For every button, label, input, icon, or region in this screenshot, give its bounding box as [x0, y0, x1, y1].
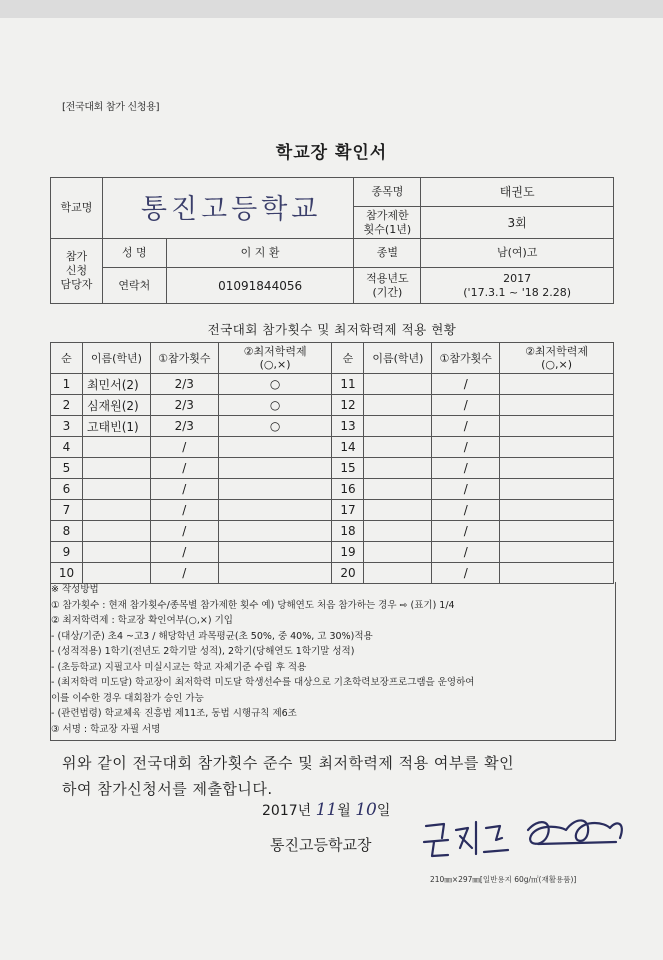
cell-no: 1 [51, 374, 83, 395]
cell-no: 17 [332, 500, 364, 521]
section-title: 전국대회 참가횟수 및 최저학력제 적용 현황 [207, 322, 457, 337]
cell-no: 11 [332, 374, 364, 395]
table-row [51, 395, 614, 416]
table-row [51, 437, 614, 458]
cell-no: 8 [51, 521, 83, 542]
cell-name [364, 521, 432, 542]
cell-name [364, 395, 432, 416]
contact-label-line1: 참가 [65, 250, 88, 263]
gender-value: 남(여)고 [421, 239, 614, 268]
date-year: 2017년 [262, 803, 312, 819]
participation-table [50, 342, 614, 584]
cell-count: / [432, 437, 500, 458]
cell-name [364, 374, 432, 395]
cell-no: 9 [51, 542, 83, 563]
cell-name [364, 542, 432, 563]
instruction-line: 이를 이수한 경우 대회참가 승인 가능 [51, 692, 204, 704]
limit-label-line2: 횟수(1년) [363, 222, 412, 236]
cell-min: ○ [218, 395, 332, 416]
limit-label [354, 207, 421, 239]
cell-count: / [432, 395, 500, 416]
cell-count: / [150, 458, 218, 479]
cell-name: 최민서(2) [82, 374, 150, 395]
principal-signature [420, 808, 632, 870]
cell-min: ○ [218, 416, 332, 437]
cell-no: 14 [332, 437, 364, 458]
col-header-min-line2: (○,×) [259, 358, 291, 371]
cell-no: 16 [332, 479, 364, 500]
instruction-line: ② 최저학력제 : 학교장 확인여부(○,×) 기입 [51, 615, 233, 626]
year-value: 2017 [503, 271, 532, 285]
cell-min [500, 416, 614, 437]
paper-spec: 210㎜×297㎜[일반용지 60g/㎡(재활용품)] [430, 875, 577, 884]
cell-no: 10 [51, 563, 83, 584]
instructions-box [50, 582, 616, 741]
col-header-count: ①참가횟수 [150, 343, 218, 374]
date-day-unit: 일 [376, 803, 391, 819]
phone-label: 연락처 [102, 268, 166, 304]
school-name-handwritten: 통진고등학교 [140, 193, 322, 225]
cell-min [218, 458, 332, 479]
col-header-min [218, 343, 332, 374]
col-header-count: ①참가횟수 [432, 343, 500, 374]
cell-min [500, 458, 614, 479]
year-label [354, 268, 421, 304]
cell-no: 18 [332, 521, 364, 542]
col-header-name: 이름(학년) [82, 343, 150, 374]
cell-name [364, 479, 432, 500]
cell-count: / [432, 563, 500, 584]
cell-count: / [150, 479, 218, 500]
cell-count: / [432, 416, 500, 437]
col-header-min-line1: ②최저학력제 [525, 345, 589, 358]
cell-no: 13 [332, 416, 364, 437]
year-label-line1: 적용년도 [366, 271, 409, 285]
cell-count: / [432, 374, 500, 395]
cell-count: 2/3 [150, 395, 218, 416]
date-day: 10 [355, 800, 377, 820]
cell-name [82, 563, 150, 584]
date-month-unit: 월 [337, 803, 351, 819]
document-title: 학교장 확인서 [275, 143, 388, 163]
table-row [51, 521, 614, 542]
instruction-line: - (성적적용) 1학기(전년도 2학기말 성적), 2학기(당해연도 1학기말 성적) [51, 646, 355, 657]
cell-name [82, 542, 150, 563]
gender-label: 종별 [354, 239, 421, 268]
cell-name [82, 458, 150, 479]
col-header-min-line1: ②최저학력제 [243, 345, 307, 358]
header-table [50, 177, 614, 304]
cell-count: 2/3 [150, 416, 218, 437]
cell-min [218, 437, 332, 458]
table-row [51, 500, 614, 521]
cell-no: 6 [51, 479, 83, 500]
cell-no: 19 [332, 542, 364, 563]
cell-no: 5 [51, 458, 83, 479]
contact-label [51, 239, 103, 304]
cell-count: / [150, 437, 218, 458]
year-value-cell [421, 268, 614, 304]
col-header-no: 순 [51, 343, 83, 374]
contact-label-line3: 담당자 [60, 278, 93, 291]
table-header-row [51, 343, 614, 374]
signature-image [420, 808, 632, 866]
school-label: 학교명 [51, 178, 103, 239]
cell-min [500, 563, 614, 584]
period-value: ('17.3.1 ~ '18 2.28) [463, 285, 572, 299]
instruction-line: - (대상/기준) 초4 ~고3 / 해당학년 과목평균(초 50%, 중 40%, 고 30%)적용 [51, 630, 373, 642]
cell-no: 2 [51, 395, 83, 416]
cell-name [364, 458, 432, 479]
limit-label-line1: 참가제한 [366, 208, 409, 222]
cell-no: 4 [51, 437, 83, 458]
cell-no: 12 [332, 395, 364, 416]
instruction-line: ③ 서명 : 학교장 자필 서명 [51, 723, 161, 735]
instruction-line: - (관련법령) 학교체육 진흥법 제11조, 동법 시행규칙 제6조 [51, 708, 297, 719]
cell-min [500, 479, 614, 500]
cell-name [364, 500, 432, 521]
cell-count: / [432, 500, 500, 521]
cell-no: 3 [51, 416, 83, 437]
cell-no: 7 [51, 500, 83, 521]
cell-count: 2/3 [150, 374, 218, 395]
cell-count: / [150, 500, 218, 521]
cell-min [218, 542, 332, 563]
table-row [51, 458, 614, 479]
name-value: 이 지 환 [166, 239, 354, 268]
cell-count: / [432, 458, 500, 479]
date [262, 800, 390, 820]
cell-name: 고태빈(1) [82, 416, 150, 437]
cell-min [500, 374, 614, 395]
limit-value: 3회 [421, 207, 614, 239]
cell-name [82, 437, 150, 458]
event-label: 종목명 [354, 178, 421, 207]
cell-min [500, 395, 614, 416]
cell-no: 20 [332, 563, 364, 584]
cell-min [218, 479, 332, 500]
cell-count: / [432, 521, 500, 542]
phone-value: 01091844056 [166, 268, 354, 304]
cell-min [218, 500, 332, 521]
form-tag: [전국대회 참가 신청용] [62, 102, 160, 113]
date-month: 11 [315, 800, 338, 820]
cell-count: / [432, 479, 500, 500]
name-label: 성 명 [102, 239, 166, 268]
cell-min [500, 542, 614, 563]
cell-count: / [150, 542, 218, 563]
cell-min [218, 521, 332, 542]
cell-count: / [432, 542, 500, 563]
table-row [51, 563, 614, 584]
cell-no: 15 [332, 458, 364, 479]
cell-count: / [150, 521, 218, 542]
event-value: 태권도 [421, 178, 614, 207]
col-header-name: 이름(학년) [364, 343, 432, 374]
year-label-line2: (기간) [372, 285, 403, 299]
cell-min [500, 437, 614, 458]
cell-name [82, 521, 150, 542]
cell-count: / [150, 563, 218, 584]
instruction-line: ① 참가횟수 : 현재 참가횟수/종목별 참가제한 횟수 예) 당해연도 처음 참가하는 경우 ⇨ (표기) 1/4 [51, 599, 455, 611]
cell-name [364, 437, 432, 458]
table-row [51, 416, 614, 437]
instruction-line: ※ 작성방법 [51, 584, 99, 595]
col-header-min-line2: (○,×) [541, 358, 573, 371]
cell-min [500, 500, 614, 521]
cell-name [82, 479, 150, 500]
instruction-line: - (초등학교) 지필고사 미실시교는 학교 자체기준 수립 후 적용 [51, 661, 307, 673]
cell-min [500, 521, 614, 542]
cell-name [364, 416, 432, 437]
top-border [0, 0, 663, 18]
table-row [51, 542, 614, 563]
cell-name: 심재원(2) [82, 395, 150, 416]
statement-line-1: 위와 같이 전국대회 참가횟수 준수 및 최저학력제 적용 여부를 확인 [62, 754, 515, 772]
instruction-line: - (최저학력 미도달) 학교장이 최저학력 미도달 학생선수를 대상으로 기초학력보장프로그램을 운영하여 [51, 677, 475, 688]
school-principal: 통진고등학교장 [270, 836, 372, 854]
contact-label-line2: 신청 [65, 264, 88, 277]
table-row [51, 479, 614, 500]
school-name-cell [102, 178, 354, 239]
statement-line-2: 하여 참가신청서를 제출합니다. [62, 780, 273, 798]
cell-name [364, 563, 432, 584]
col-header-min [500, 343, 614, 374]
cell-min: ○ [218, 374, 332, 395]
col-header-no: 순 [332, 343, 364, 374]
cell-name [82, 500, 150, 521]
cell-min [218, 563, 332, 584]
table-body [51, 374, 614, 584]
table-row [51, 374, 614, 395]
